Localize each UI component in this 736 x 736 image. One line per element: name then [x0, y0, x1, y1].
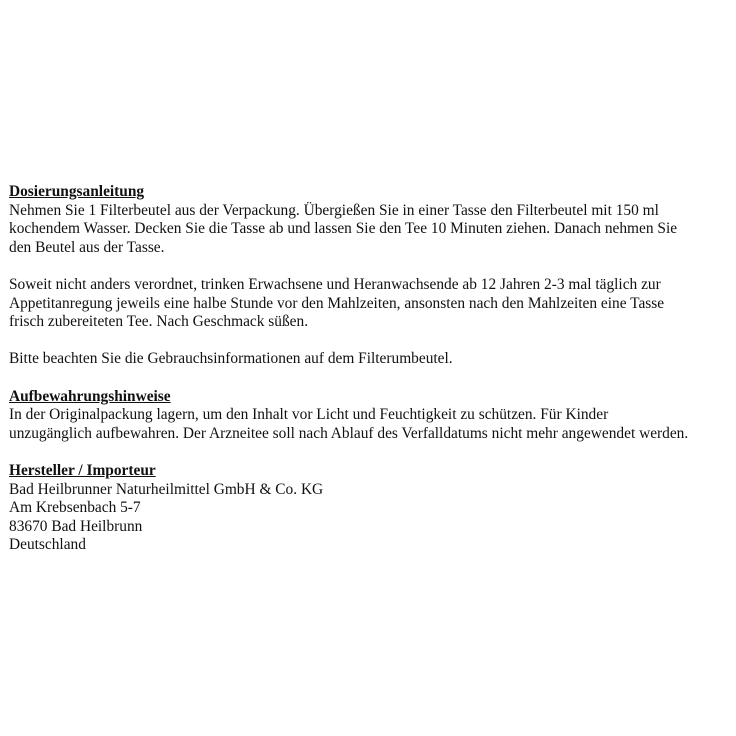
- paragraph-spacer: [9, 257, 736, 276]
- text-line: Soweit nicht anders verordnet, trinken Erwachsene und Heranwachsende ab 12 Jahren 2-3 mal täglich zur: [9, 275, 661, 293]
- section-storage: [9, 388, 736, 444]
- section-heading-dosage: Dosierungsanleitung: [9, 183, 145, 200]
- dosage-paragraph-note: [9, 350, 736, 369]
- storage-paragraph: [9, 406, 736, 443]
- dosage-paragraph-preparation: [9, 202, 736, 258]
- document-body: [9, 183, 736, 555]
- country: Deutschland: [9, 536, 86, 554]
- section-dosage: [9, 183, 736, 369]
- company-name: Bad Heilbrunner Naturheilmittel GmbH & Co. KG: [9, 480, 324, 498]
- section-spacer: [9, 443, 736, 462]
- section-heading-storage: Aufbewahrungshinweise: [9, 387, 171, 405]
- section-spacer: [9, 369, 736, 388]
- text-line: Appetitanregung jeweils eine halbe Stunde vor den Mahlzeiten, ansonsten nach den Mahlzeiten eine Tasse: [9, 294, 665, 312]
- text-line: Nehmen Sie 1 Filterbeutel aus der Verpackung. Übergießen Sie in einer Tasse den Filterbeutel mit 150 ml: [9, 201, 659, 219]
- text-line: Bitte beachten Sie die Gebrauchsinformationen auf dem Filterumbeutel.: [9, 350, 453, 368]
- text-line: unzugänglich aufbewahren. Der Arzneitee soll nach Ablauf des Verfalldatums nicht mehr angewendet werden.: [9, 424, 689, 442]
- dosage-paragraph-intake: [9, 276, 736, 332]
- text-line: frisch zubereiteten Tee. Nach Geschmack süßen.: [9, 313, 309, 331]
- text-line: In der Originalpackung lagern, um den Inhalt vor Licht und Feuchtigkeit zu schützen. Für Kinder: [9, 406, 609, 424]
- street-address: Am Krebsenbach 5-7: [9, 499, 141, 517]
- paragraph-spacer: [9, 332, 736, 351]
- text-line: kochendem Wasser. Decken Sie die Tasse ab und lassen Sie den Tee 10 Minuten ziehen. Danach nehmen Sie: [9, 220, 678, 238]
- section-heading-manufacturer: Hersteller / Importeur: [9, 461, 156, 479]
- section-manufacturer: [9, 462, 736, 555]
- postal-city: 83670 Bad Heilbrunn: [9, 517, 143, 535]
- manufacturer-address: [9, 481, 736, 555]
- text-line: den Beutel aus der Tasse.: [9, 238, 165, 256]
